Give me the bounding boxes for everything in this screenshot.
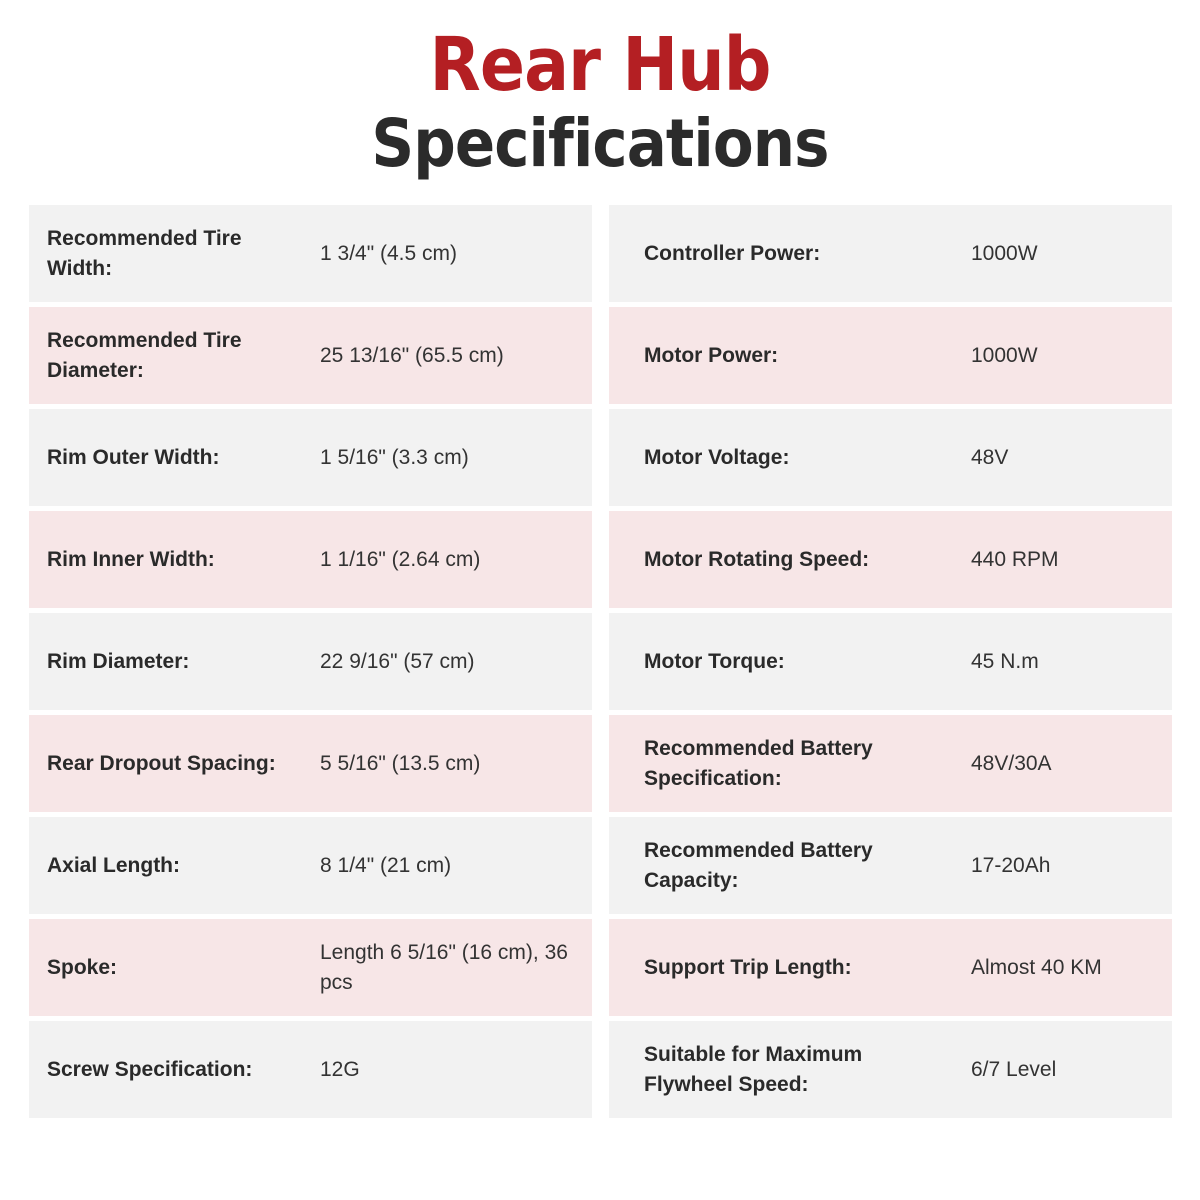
spec-label: Recommended Battery Specification: (644, 736, 873, 790)
spec-row (29, 817, 592, 914)
spec-row (609, 1021, 1172, 1118)
spec-label: Motor Torque: (644, 649, 785, 673)
spec-row (609, 409, 1172, 506)
spec-row (29, 919, 592, 1016)
spec-row (609, 613, 1172, 710)
spec-row (29, 715, 592, 812)
spec-label: Rim Diameter: (47, 649, 190, 673)
spec-label: Support Trip Length: (644, 955, 852, 979)
spec-value: 48V (971, 445, 1009, 469)
spec-label: Axial Length: (47, 853, 181, 877)
spec-value: 12G (320, 1057, 360, 1081)
left-spec-table (29, 205, 592, 1123)
spec-label: Screw Specification: (47, 1057, 253, 1081)
spec-row (609, 919, 1172, 1016)
spec-label: Motor Power: (644, 343, 779, 367)
spec-label: Motor Rotating Speed: (644, 547, 870, 571)
spec-row (29, 409, 592, 506)
spec-value: Length 6 5/16" (16 cm), 36 pcs (320, 940, 568, 994)
right-spec-table (609, 205, 1172, 1123)
spec-label: Spoke: (47, 955, 118, 979)
spec-row (29, 1021, 592, 1118)
spec-value: 48V/30A (971, 751, 1052, 775)
title-specifications: Specifications (371, 105, 829, 182)
spec-row (609, 307, 1172, 404)
spec-label: Controller Power: (644, 241, 821, 265)
spec-value: 17-20Ah (971, 853, 1051, 877)
title-rear-hub: Rear Hub (429, 22, 771, 108)
spec-row (609, 715, 1172, 812)
spec-label: Rim Inner Width: (47, 547, 215, 571)
spec-row (609, 511, 1172, 608)
spec-value: 1000W (971, 343, 1038, 367)
spec-row (609, 205, 1172, 302)
spec-label: Recommended Tire Width: (47, 226, 242, 280)
spec-value: 1 3/4" (4.5 cm) (320, 241, 458, 265)
spec-row (29, 613, 592, 710)
spec-row (29, 205, 592, 302)
spec-value: 440 RPM (971, 547, 1059, 571)
spec-row (29, 307, 592, 404)
spec-label: Recommended Battery Capacity: (644, 838, 873, 892)
spec-row (609, 817, 1172, 914)
spec-value: 45 N.m (971, 649, 1039, 673)
spec-value: 1000W (971, 241, 1038, 265)
spec-row (29, 511, 592, 608)
spec-label: Rim Outer Width: (47, 445, 220, 469)
spec-value: 1 1/16" (2.64 cm) (320, 547, 481, 571)
spec-value: 6/7 Level (971, 1057, 1057, 1081)
spec-value: 8 1/4" (21 cm) (320, 853, 452, 877)
spec-value: 5 5/16" (13.5 cm) (320, 751, 481, 775)
spec-value: Almost 40 KM (971, 955, 1102, 979)
spec-label: Recommended Tire Diameter: (47, 328, 242, 382)
spec-value: 25 13/16" (65.5 cm) (320, 343, 504, 367)
spec-value: 1 5/16" (3.3 cm) (320, 445, 469, 469)
spec-label: Motor Voltage: (644, 445, 790, 469)
spec-value: 22 9/16" (57 cm) (320, 649, 475, 673)
spec-label: Rear Dropout Spacing: (47, 751, 276, 775)
spec-label: Suitable for Maximum Flywheel Speed: (644, 1042, 863, 1096)
